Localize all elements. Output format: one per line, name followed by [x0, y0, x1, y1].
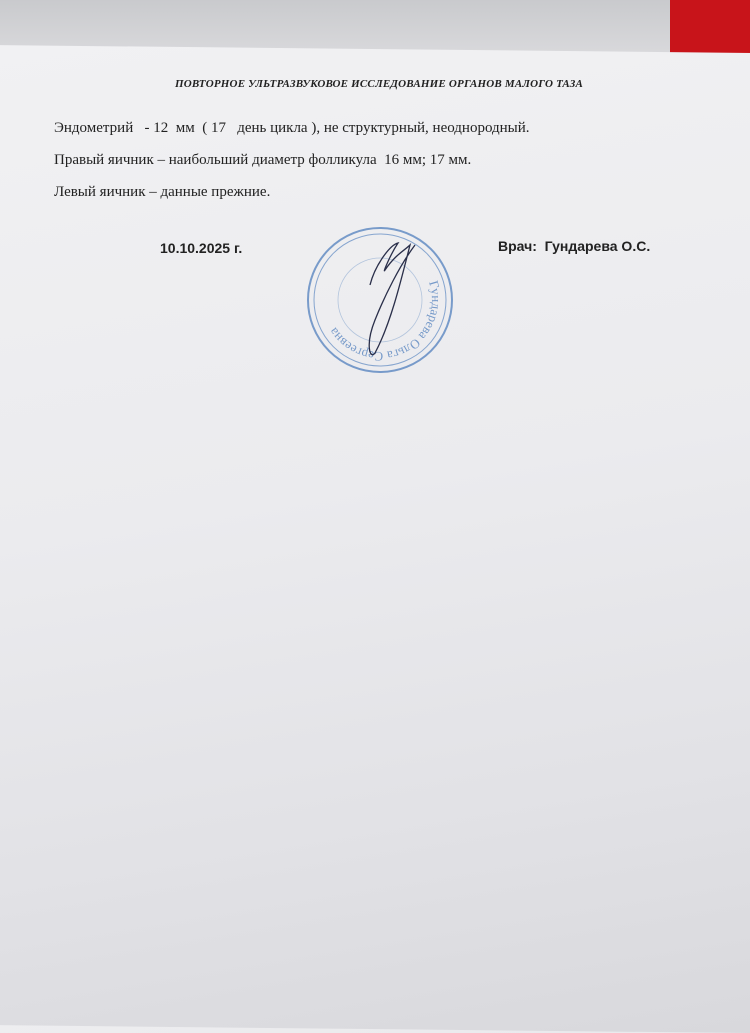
doctor-stamp-with-signature [300, 225, 460, 375]
right-ovary-line: Правый яичник – наибольший диаметр фолликула 16 мм; 17 мм. [54, 152, 472, 168]
document-date: 10.10.2025 г. [160, 240, 243, 256]
doctor-name: Врач: Гундарева О.С. [498, 238, 651, 254]
left-ovary-line: Левый яичник – данные прежние. [54, 184, 271, 200]
endometrium-line: Эндометрий - 12 мм ( 17 день цикла ), не структурный, неоднородный. [54, 120, 530, 136]
document-title: ПОВТОРНОЕ УЛЬТРАЗВУКОВОЕ ИССЛЕДОВАНИЕ ОРГАНОВ МАЛОГО ТАЗА [175, 78, 584, 90]
stamp-text: Гундарева Ольга Сергеевна [325, 278, 445, 365]
